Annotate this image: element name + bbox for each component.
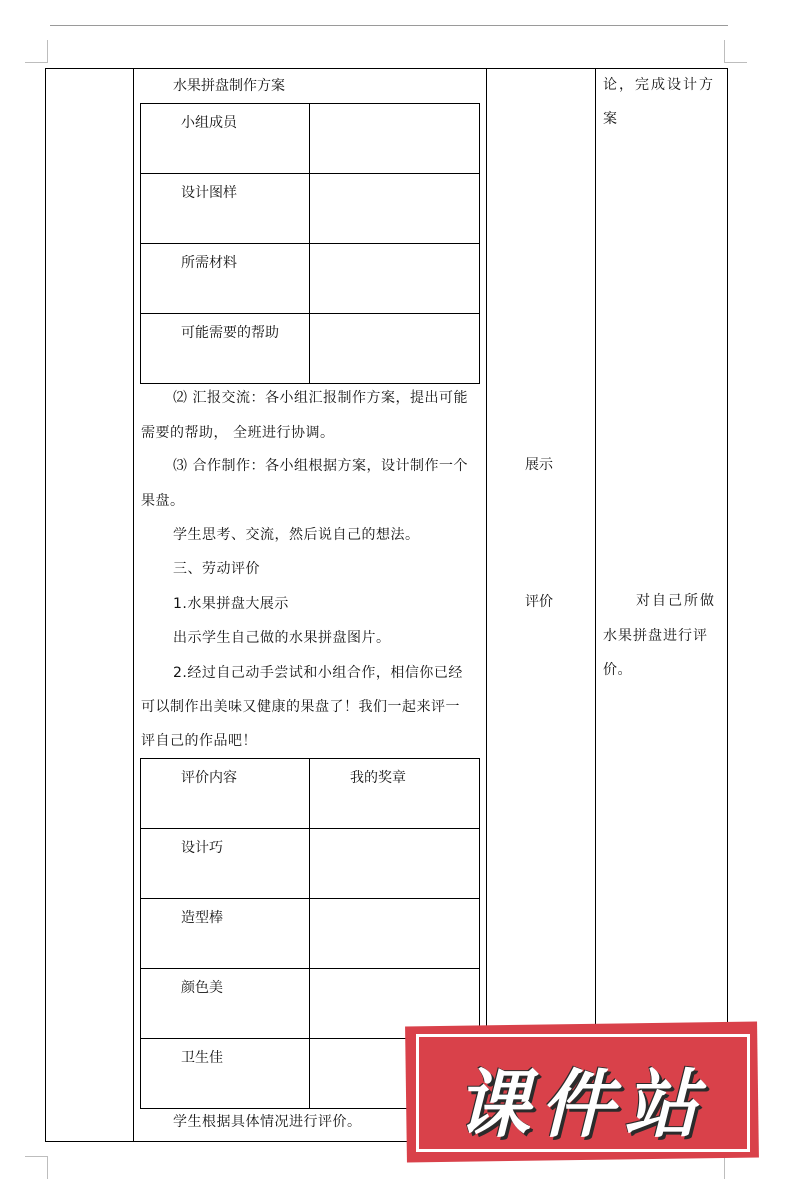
intent-text-2-line1: 对自己所做 — [636, 593, 716, 609]
plan-row-label: 设计图样 — [141, 174, 310, 244]
watermark-stamp — [400, 1018, 764, 1166]
evaluation-row — [141, 829, 480, 899]
column-divider-3 — [595, 69, 596, 1141]
paragraph-report-line2: 需要的帮助， 全班进行协调。 — [141, 425, 335, 441]
watermark-text: 课件站 — [456, 1062, 708, 1148]
plan-row — [141, 174, 480, 244]
paragraph-student-evaluate: 学生根据具体情况进行评价。 — [173, 1114, 362, 1130]
plan-title: 水果拼盘制作方案 — [173, 78, 285, 94]
paragraph-report-line1: ⑵ 汇报交流：各小组汇报制作方案，提出可能 — [173, 390, 468, 406]
paragraph-try-line1: 2.经过自己动手尝试和小组合作，相信你已经 — [173, 665, 463, 681]
plan-row-value — [310, 244, 480, 314]
margin-mark-bottom-left — [25, 1156, 48, 1179]
activity-evaluation: 评价 — [525, 594, 553, 610]
plan-row — [141, 244, 480, 314]
evaluation-criterion: 造型棒 — [141, 899, 310, 969]
evaluation-criterion: 设计巧 — [141, 829, 310, 899]
evaluation-row — [141, 899, 480, 969]
intent-text-2-line2: 水果拼盘进行评 — [603, 628, 708, 644]
paragraph-display: 1.水果拼盘大展示 — [173, 596, 289, 612]
evaluation-header: 评价内容 — [141, 759, 310, 829]
plan-row — [141, 104, 480, 174]
header-rule — [50, 25, 728, 26]
activity-display: 展示 — [525, 457, 553, 473]
column-divider-2 — [486, 69, 487, 1141]
column-divider-1 — [133, 69, 134, 1141]
evaluation-header-row — [141, 759, 480, 829]
plan-row-value — [310, 174, 480, 244]
paragraph-make-line2: 果盘。 — [141, 493, 185, 509]
paragraph-show-pictures: 出示学生自己做的水果拼盘图片。 — [173, 630, 391, 646]
evaluation-medal-cell — [310, 829, 480, 899]
evaluation-criterion: 颜色美 — [141, 969, 310, 1039]
margin-mark-top-left — [25, 40, 48, 63]
evaluation-header: 我的奖章 — [310, 759, 480, 829]
intent-text-1-line1: 论，完成设计方 — [603, 77, 715, 93]
paragraph-try-line3: 评自己的作品吧！ — [141, 733, 257, 749]
plan-row-value — [310, 104, 480, 174]
plan-table — [140, 103, 480, 384]
evaluation-medal-cell — [310, 899, 480, 969]
section-heading-evaluation: 三、劳动评价 — [173, 561, 260, 577]
evaluation-criterion: 卫生佳 — [141, 1039, 310, 1109]
paragraph-try-line2: 可以制作出美味又健康的果盘了！我们一起来评一 — [141, 699, 460, 715]
plan-row-label: 小组成员 — [141, 104, 310, 174]
plan-row-label: 所需材料 — [141, 244, 310, 314]
paragraph-discuss: 学生思考、交流，然后说自己的想法。 — [173, 527, 420, 543]
paragraph-make-line1: ⑶ 合作制作：各小组根据方案，设计制作一个 — [173, 458, 468, 474]
margin-mark-top-right — [724, 40, 747, 63]
plan-row-value — [310, 314, 480, 384]
plan-row — [141, 314, 480, 384]
intent-text-2-line3: 价。 — [603, 662, 632, 678]
intent-text-1-line2: 案 — [603, 111, 618, 127]
plan-row-label: 可能需要的帮助 — [141, 314, 310, 384]
